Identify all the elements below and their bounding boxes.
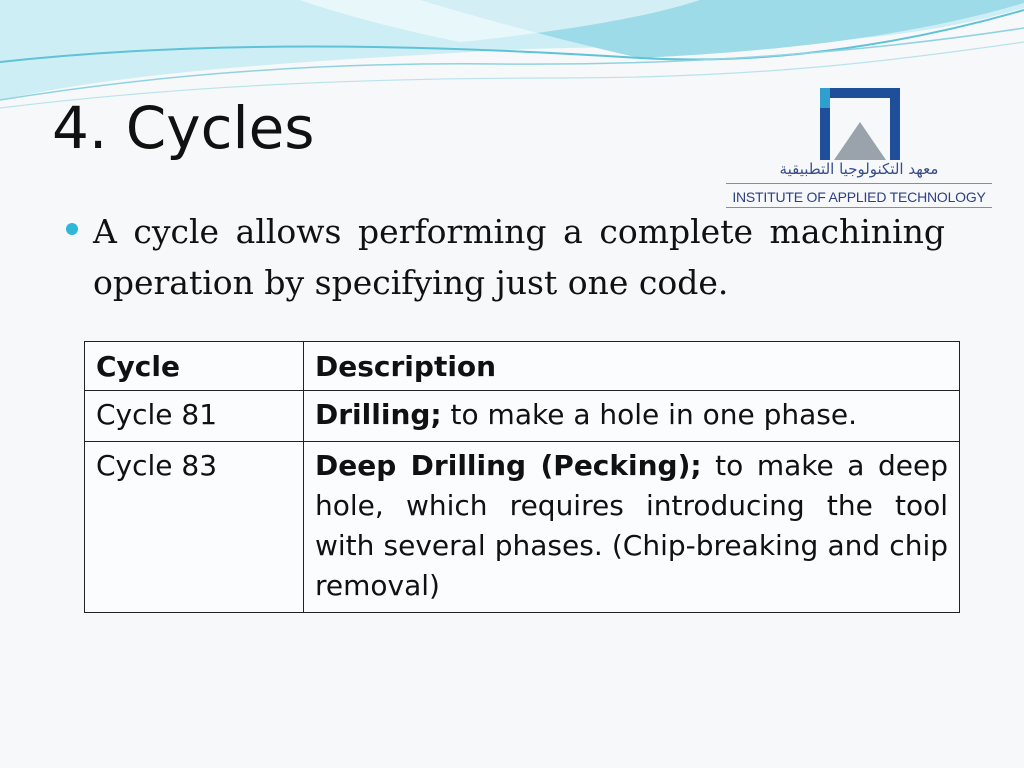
institute-name-arabic: معهد التكنولوجيا التطبيقية [779, 160, 939, 178]
cycle-cell: Cycle 83 [85, 442, 304, 613]
column-header-cycle: Cycle [85, 342, 304, 391]
table-header-row [85, 342, 960, 391]
column-header-description: Description [304, 342, 960, 391]
description-cell [304, 442, 960, 613]
cycle-cell: Cycle 81 [85, 391, 304, 442]
institute-name-english: INSTITUTE OF APPLIED TECHNOLOGY [732, 189, 986, 205]
bullet-dot-icon [66, 223, 78, 235]
description-detail: to make a hole in one phase. [450, 398, 857, 431]
bullet-text: A cycle allows performing a complete machining operation by specifying just one code. [93, 212, 945, 302]
description-term: Deep Drilling (Pecking); [315, 449, 702, 482]
description-term: Drilling; [315, 398, 442, 431]
slide-title: 4. Cycles [52, 94, 315, 162]
description-cell [304, 391, 960, 442]
table-row [85, 442, 960, 613]
cycles-table [84, 341, 960, 613]
logo-divider-top [726, 183, 992, 184]
table-row [85, 391, 960, 442]
description-detail: to make a deep hole, which requires introducing the tool with several phases. (Chip-breaking and chip removal) [315, 449, 948, 602]
